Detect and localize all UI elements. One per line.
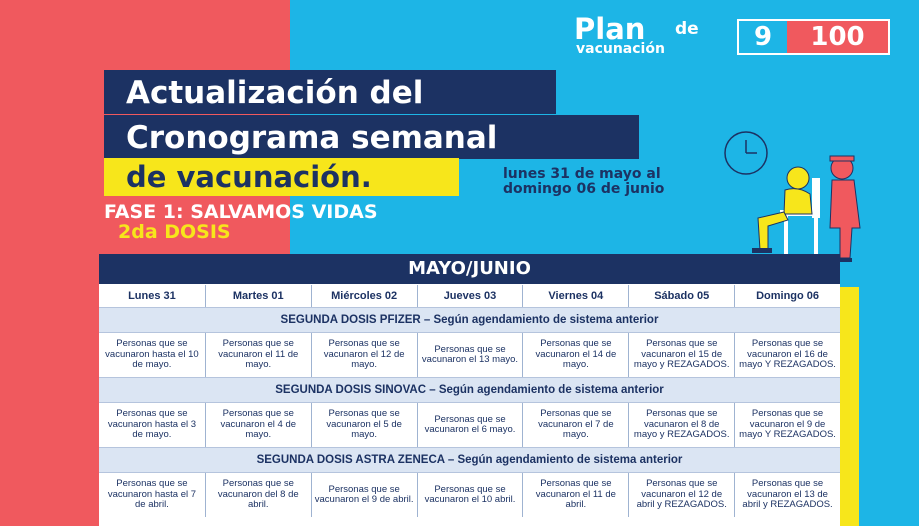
table-cell: Personas que se vacunaron el 11 de mayo. <box>205 333 311 377</box>
table-cell: Personas que se vacunaron el 14 de mayo. <box>522 333 628 377</box>
fase-heading: FASE 1: SALVAMOS VIDAS <box>104 201 378 223</box>
section-heading-astrazeneca: SEGUNDA DOSIS ASTRA ZENECA – Según agendamiento de sistema anterior <box>99 447 840 473</box>
table-cell: Personas que se vacunaron hasta el 10 de mayo. <box>105 338 199 371</box>
table-cell: Personas que se vacunaron el 9 de mayo Y REZAGADOS. <box>734 403 840 447</box>
table-cell: Personas que se vacunaron el 5 de mayo. <box>311 403 417 447</box>
day-header: Viernes 04 <box>522 285 628 307</box>
section-heading-pfizer: SEGUNDA DOSIS PFIZER – Según agendamiento de sistema anterior <box>99 307 840 333</box>
table-cell: Personas que se vacunaron el 4 de mayo. <box>205 403 311 447</box>
date-range-line-1: lunes 31 de mayo al <box>503 166 661 182</box>
day-header: Jueves 03 <box>417 285 523 307</box>
table-row-sinovac <box>99 403 840 447</box>
date-range-line-2: domingo 06 de junio <box>503 181 665 197</box>
dosis-heading: 2da DOSIS <box>118 221 231 243</box>
table-cell: Personas que se vacunaron del 8 de abril. <box>205 473 311 517</box>
logo-de-text: de <box>675 19 699 39</box>
table-cell: Personas que se vacunaron el 13 de abril y REZAGADOS. <box>734 473 840 517</box>
table-cell: Personas que se vacunaron el 15 de mayo y REZAGADOS. <box>628 333 734 377</box>
table-cell: Personas que se vacunaron el 12 de abril y REZAGADOS. <box>628 473 734 517</box>
logo-plan-text: Plan <box>574 12 646 46</box>
table-cell: Personas que se vacunaron el 7 de mayo. <box>522 403 628 447</box>
illustration-people <box>740 148 880 268</box>
title-line-3: de vacunación. <box>104 158 459 196</box>
day-header: Sábado 05 <box>628 285 734 307</box>
table-row-astrazeneca <box>99 473 840 517</box>
logo-number-box <box>737 19 890 55</box>
table-cell: Personas que se vacunaron hasta el 3 de mayo. <box>107 408 197 441</box>
logo-number-100: 100 <box>787 21 888 53</box>
day-header-row <box>99 285 840 307</box>
title-line-1: Actualización del <box>104 70 556 114</box>
table-cell: Personas que se vacunaron el 8 de mayo y REZAGADOS. <box>628 403 734 447</box>
schedule-table <box>99 254 840 526</box>
logo-number-9: 9 <box>739 21 787 53</box>
table-cell: Personas que se vacunaron el 6 mayo. <box>417 403 523 447</box>
table-cell: Personas que se vacunaron el 9 de abril. <box>311 473 417 517</box>
table-cell: Personas que se vacunaron el 11 de abril. <box>522 473 628 517</box>
date-range <box>503 167 664 197</box>
table-cell: Personas que se vacunaron el 16 de mayo Y REZAGADOS. <box>734 333 840 377</box>
title-line-2: Cronograma semanal <box>104 115 639 159</box>
table-title: MAYO/JUNIO <box>99 254 840 284</box>
logo-vacunacion-text: vacunación <box>576 41 665 57</box>
table-cell: Personas que se vacunaron hasta el 7 de abril. <box>107 478 197 511</box>
table-cell: Personas que se vacunaron el 10 abril. <box>417 473 523 517</box>
day-header: Lunes 31 <box>128 290 176 302</box>
table-cell: Personas que se vacunaron el 12 de mayo. <box>311 333 417 377</box>
table-cell: Personas que se vacunaron el 13 mayo. <box>417 333 523 377</box>
section-heading-sinovac: SEGUNDA DOSIS SINOVAC – Según agendamiento de sistema anterior <box>99 377 840 403</box>
day-header: Miércoles 02 <box>311 285 417 307</box>
day-header: Domingo 06 <box>734 285 840 307</box>
day-header: Martes 01 <box>205 285 311 307</box>
table-row-pfizer <box>99 333 840 377</box>
